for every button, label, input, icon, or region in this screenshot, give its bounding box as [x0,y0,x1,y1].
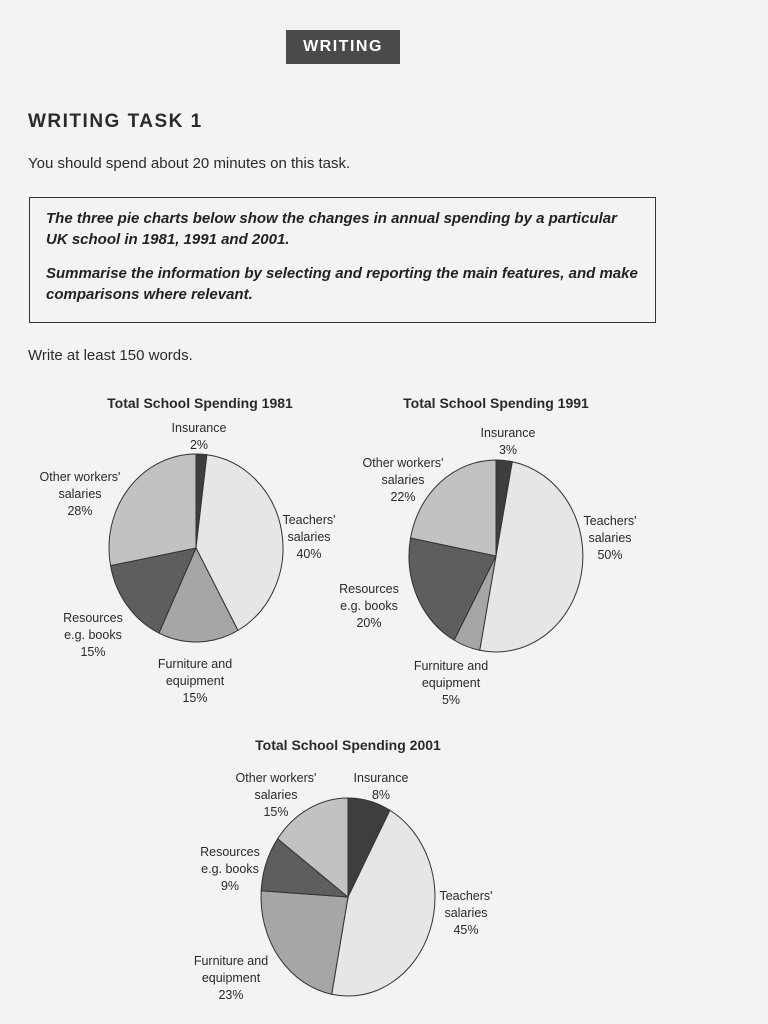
chart-title: Total School Spending 2001 [255,737,441,753]
pie-chart-1991 [339,395,636,707]
chart-title: Total School Spending 1991 [403,395,589,411]
prompt-description: The three pie charts below show the changes in annual spending by a particular UK school in 1981, 1991 and 2001. [46,210,617,248]
chart-title: Total School Spending 1981 [107,395,293,411]
pie-chart-2001 [194,737,493,1002]
task-title: WRITING TASK 1 [28,111,203,132]
slice-label-furniture-and-equipment: Furniture and equipment 5% [413,659,489,707]
slice-label-resources-e-g-books: Resources e.g. books 9% [200,845,260,893]
time-instruction: You should spend about 20 minutes on this task. [28,155,351,172]
slice-label-other-workers-salaries: Other workers' salaries 22% [362,456,444,504]
prompt-instruction: Summarise the information by selecting and reporting the main features, and make comparisons where relevant. [46,265,638,303]
slice-label-resources-e-g-books: Resources e.g. books 15% [63,611,123,659]
slice-label-furniture-and-equipment: Furniture and equipment 15% [157,657,233,705]
slice-label-insurance: Insurance 3% [480,426,536,457]
slice-label-resources-e-g-books: Resources e.g. books 20% [339,582,399,630]
slice-label-other-workers-salaries: Other workers' salaries 15% [235,771,317,819]
slice-label-insurance: Insurance 2% [171,421,227,452]
word-count-note: Write at least 150 words. [28,347,193,364]
section-badge: WRITING [286,30,400,64]
slice-label-teachers-salaries: Teachers' salaries 45% [439,889,493,937]
slice-label-teachers-salaries: Teachers' salaries 50% [583,514,637,562]
slice-label-other-workers-salaries: Other workers' salaries 28% [39,470,121,518]
pie-slice-other-workers-salaries [109,454,196,566]
slice-label-furniture-and-equipment: Furniture and equipment 23% [193,954,269,1002]
slice-label-teachers-salaries: Teachers' salaries 40% [282,513,336,561]
slice-label-insurance: Insurance 8% [353,771,409,802]
pie-chart-1981 [40,395,336,705]
